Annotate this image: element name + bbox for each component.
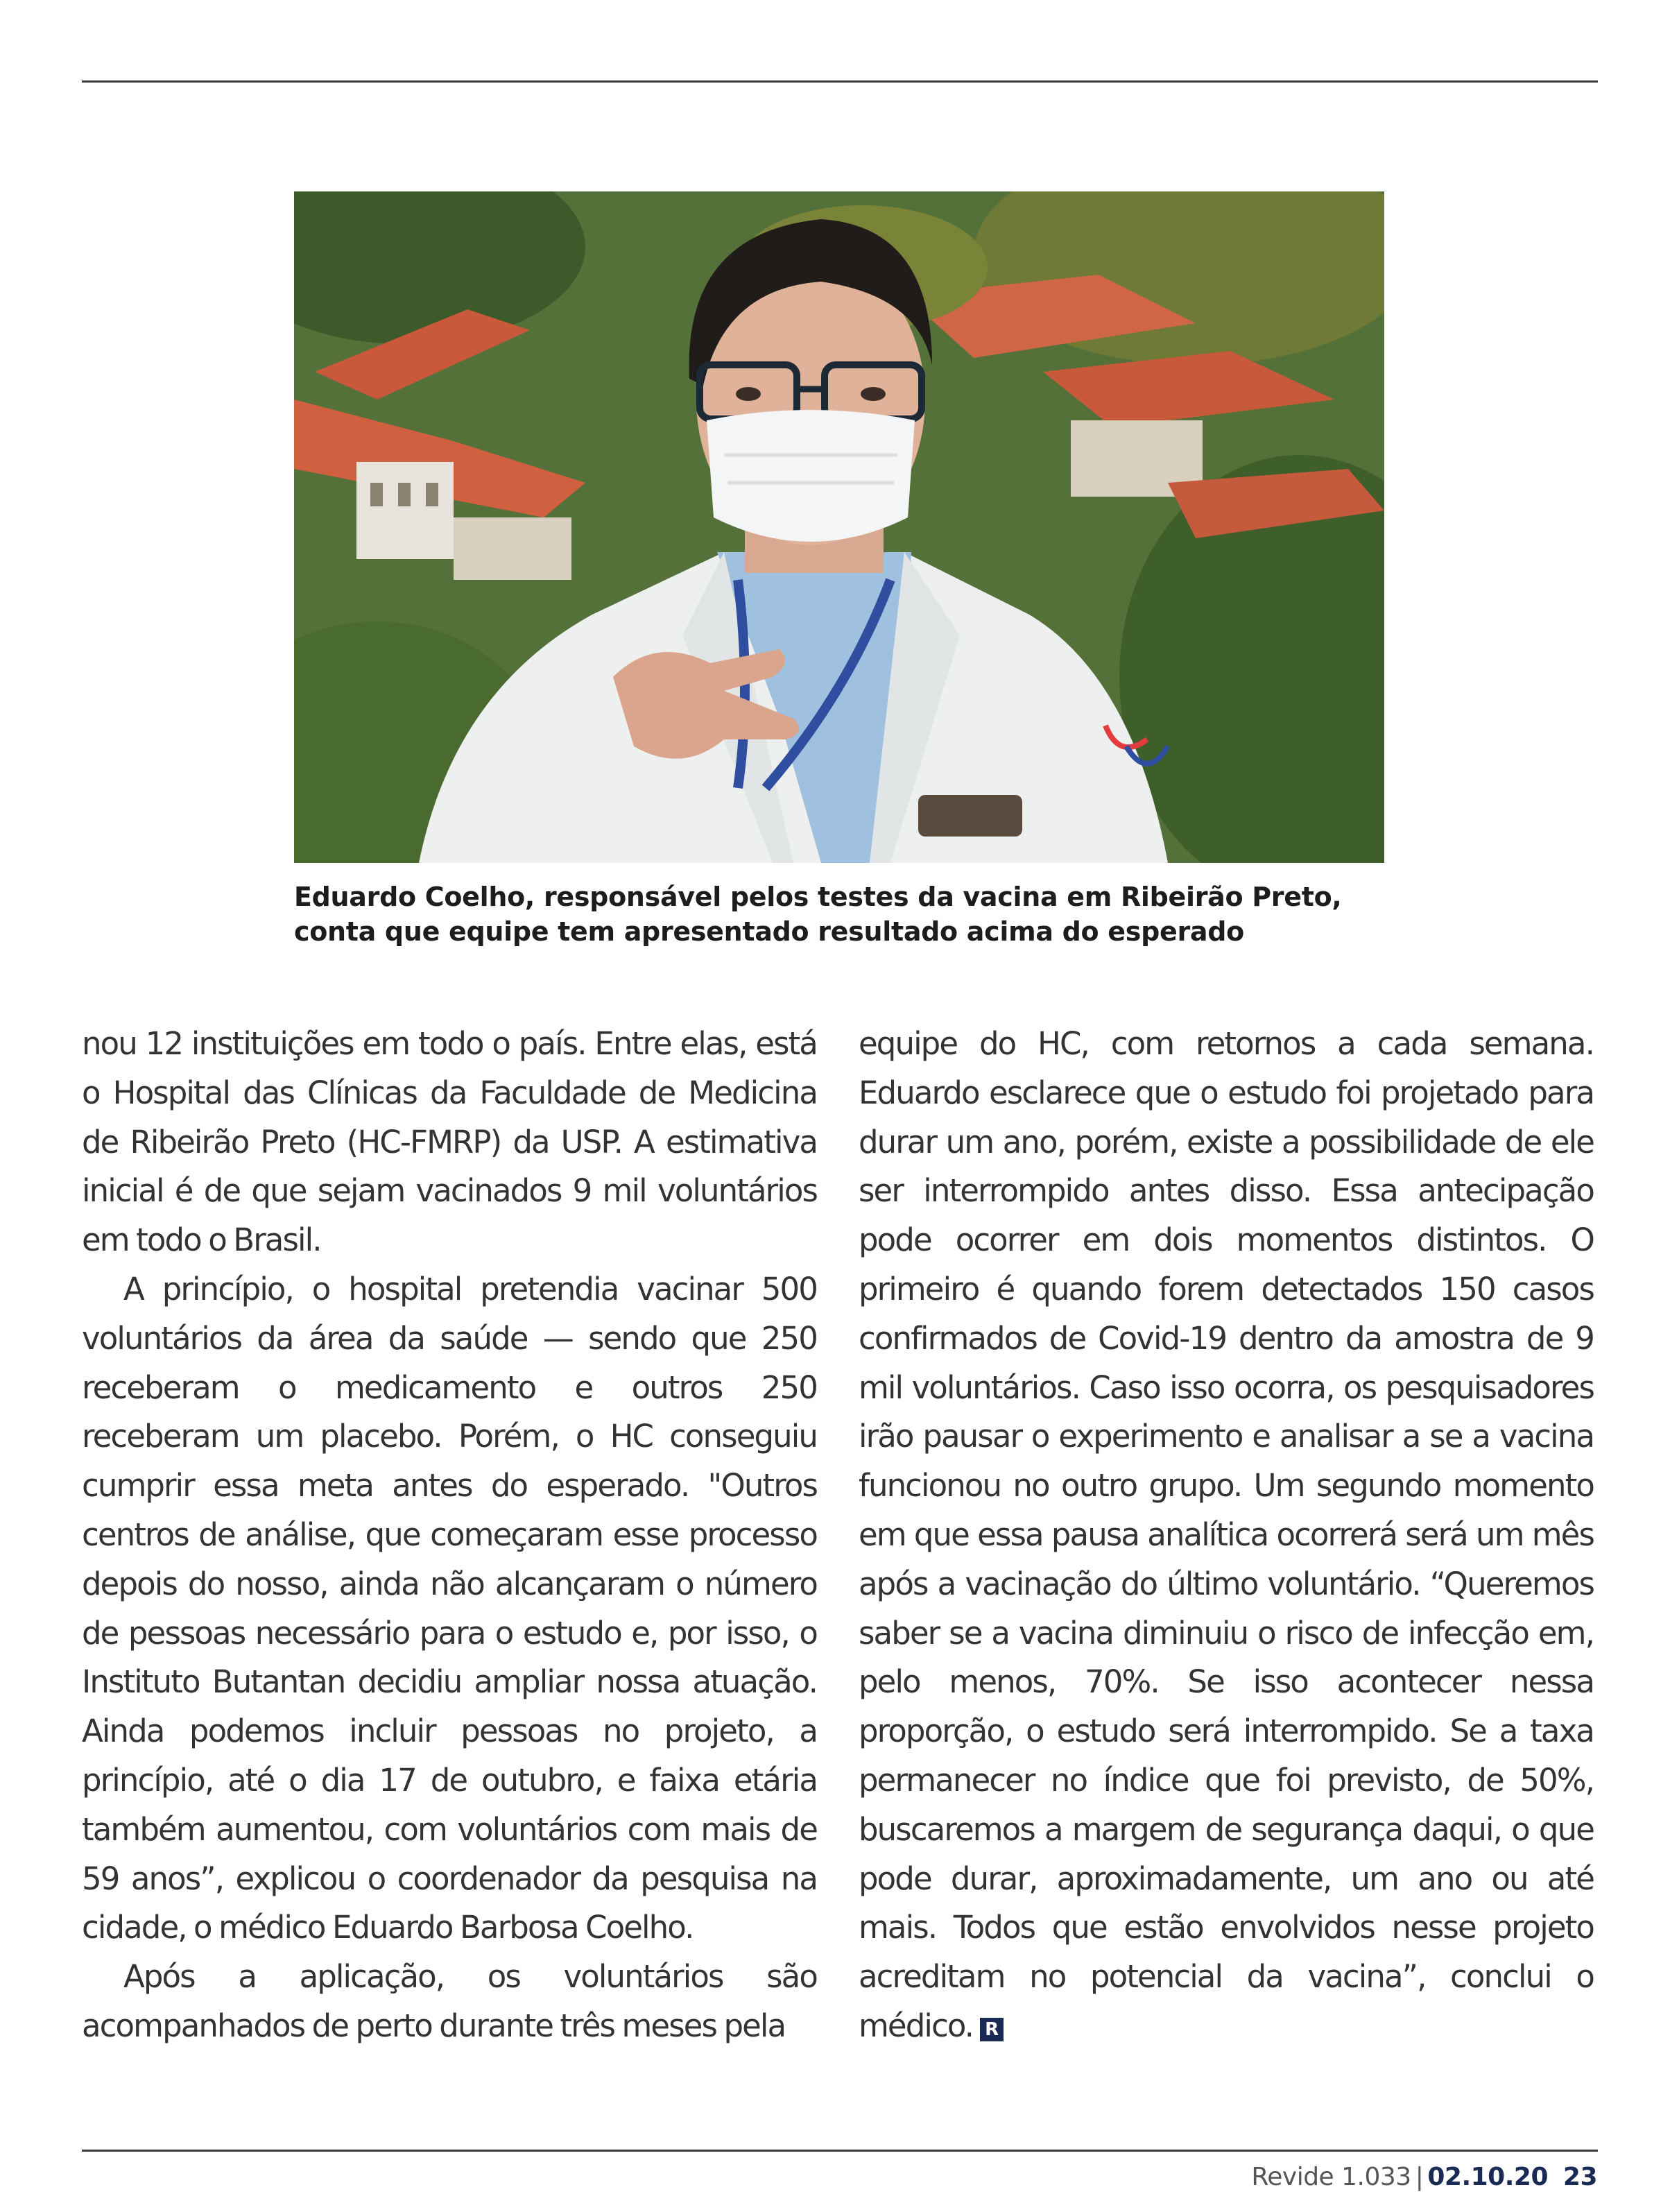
right-paragraph-1-text: equipe do HC, com retornos a cada semana. Eduardo esclarece que o estudo foi projetado para durar um ano, porém, existe a possibilidade de ele ser interrompido antes disso. Essa antecipação pode ocorrer em dois momentos distintos. O primeiro é quando forem detectados 150 casos confirmados de Covid-19 dentro da amostra de 9 mil voluntários. Caso isso ocorra, os pesquisadores irão pausar o experimento e analisar a se a vacina funcionou no outro grupo. Um segundo momento em que essa pausa analítica ocorrerá será um mês após a vacinação do último voluntário. “Queremos saber se a vacina diminuiu o risco de infecção em, pelo menos, 70%. Se isso acontecer nessa proporção, o estudo será interrompido. Se a taxa permanecer no índice que foi previsto, de 50%, buscaremos a margem de segurança daqui, o que pode durar, aproximadamente, um ano ou até mais. Todos que estão envolvidos nesse projeto acreditam no potencial da vacina”, conclui o médico.: [859, 1025, 1594, 2044]
issue-date: 02.10.20: [1427, 2163, 1548, 2191]
left-column: [82, 1020, 817, 2051]
article-photo: [294, 191, 1384, 863]
publication-issue: Revide 1.033: [1251, 2163, 1411, 2191]
page-number: 23: [1562, 2163, 1597, 2191]
photo-caption: [294, 880, 1404, 949]
left-paragraph-1: nou 12 instituições em todo o país. Entre elas, está o Hospital das Clínicas da Faculdade de Medicina de Ribeirão Preto (HC-FMRP) da USP. A estimativa inicial é de que sejam vacinados 9 mil voluntários em todo o Brasil.: [82, 1025, 817, 1259]
bottom-rule: [82, 2150, 1598, 2152]
end-mark-icon: R: [980, 2018, 1004, 2041]
right-paragraph-1: [859, 1020, 1594, 2051]
left-paragraph-3: Após a aplicação, os voluntários são acompanhados de perto durante três meses pela: [82, 1958, 817, 2044]
right-column: [859, 1020, 1594, 2051]
page-footer: [1251, 2163, 1597, 2191]
caption-line-2: conta que equipe tem apresentado resultado acima do esperado: [294, 916, 1244, 947]
left-paragraph-2: A princípio, o hospital pretendia vacinar 500 voluntários da área da saúde — sendo que 250 receberam o medicamento e outros 250 receberam um placebo. Porém, o HC conseguiu cumprir essa meta antes do esperado. "Outros centros de análise, que começaram esse processo depois do nosso, ainda não alcançaram o número de pessoas necessário para o estudo e, por isso, o Instituto Butantan decidiu ampliar nossa atuação. Ainda podemos incluir pessoas no projeto, a princípio, até o dia 17 de outubro, e faixa etária também aumentou, com voluntários com mais de 59 anos”, explicou o coordenador da pesquisa na cidade, o médico Eduardo Barbosa Coelho.: [82, 1270, 817, 1946]
folio-separator: |: [1415, 2163, 1424, 2191]
top-rule: [82, 80, 1598, 83]
caption-line-1: Eduardo Coelho, responsável pelos testes da vacina em Ribeirão Preto,: [294, 882, 1342, 912]
